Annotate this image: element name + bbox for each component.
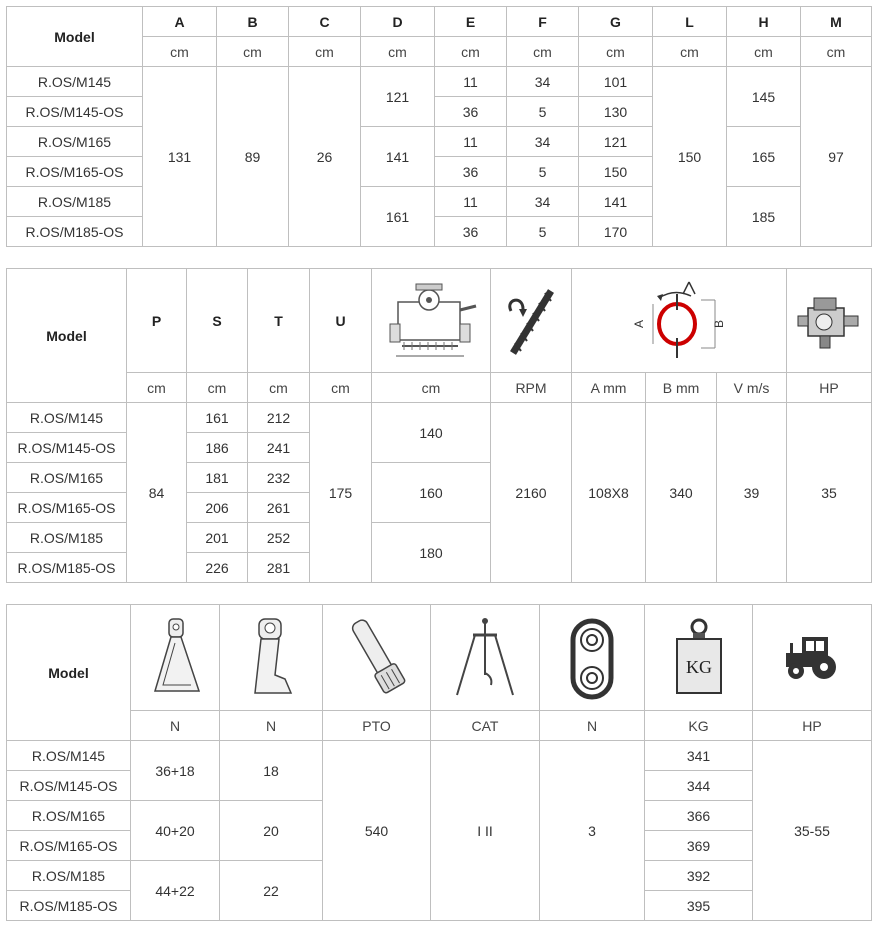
value-t: 261 <box>248 493 310 523</box>
value-t: 281 <box>248 553 310 583</box>
value-u: 175 <box>310 403 372 583</box>
col-header-f: F <box>507 7 579 37</box>
value-kg: 344 <box>645 771 753 801</box>
table-row <box>7 67 872 97</box>
value-h: 165 <box>727 127 801 187</box>
model-name: R.OS/M165-OS <box>7 831 131 861</box>
unit-cell: cm <box>143 37 217 67</box>
value-belts: 3 <box>540 741 645 921</box>
value-l: 150 <box>653 67 727 247</box>
value-d: 141 <box>361 127 435 187</box>
model-name: R.OS/M185 <box>7 187 143 217</box>
model-name: R.OS/M145-OS <box>7 771 131 801</box>
value-g: 121 <box>579 127 653 157</box>
col-header-a: A <box>143 7 217 37</box>
value-e: 11 <box>435 127 507 157</box>
pto-shaft-icon <box>323 605 431 711</box>
value-e: 11 <box>435 187 507 217</box>
value-h: 145 <box>727 67 801 127</box>
tractor-icon <box>753 605 872 711</box>
value-c: 26 <box>289 67 361 247</box>
unit-cell: cm <box>727 37 801 67</box>
value-g: 170 <box>579 217 653 247</box>
value-hammers: 18 <box>220 741 323 801</box>
value-g: 130 <box>579 97 653 127</box>
value-hammers: 22 <box>220 861 323 921</box>
value-s: 161 <box>187 403 248 433</box>
model-name: R.OS/M165 <box>7 463 127 493</box>
value-s: 206 <box>187 493 248 523</box>
unit-cell: KG <box>645 711 753 741</box>
value-v-ms: 39 <box>717 403 787 583</box>
model-name: R.OS/M145 <box>7 403 127 433</box>
model-header: Model <box>7 605 131 741</box>
weight-icon-label: KG <box>685 656 712 677</box>
col-header-d: D <box>361 7 435 37</box>
unit-cell: cm <box>361 37 435 67</box>
table-row <box>7 741 872 771</box>
unit-cell: cm <box>801 37 872 67</box>
model-name: R.OS/M145-OS <box>7 97 143 127</box>
value-width: 160 <box>372 463 491 523</box>
value-width: 140 <box>372 403 491 463</box>
value-hammers: 20 <box>220 801 323 861</box>
model-header: Model <box>7 269 127 403</box>
value-t: 241 <box>248 433 310 463</box>
col-header-u: U <box>310 269 372 373</box>
col-header-p: P <box>127 269 187 373</box>
unit-cell: PTO <box>323 711 431 741</box>
svg-text:B: B <box>712 319 726 328</box>
value-b-mm: 340 <box>646 403 717 583</box>
col-header-t: T <box>248 269 310 373</box>
value-width: 180 <box>372 523 491 583</box>
value-e: 11 <box>435 67 507 97</box>
value-y-blades: 44+22 <box>131 861 220 921</box>
model-name: R.OS/M145 <box>7 741 131 771</box>
value-pto: 540 <box>323 741 431 921</box>
value-d: 121 <box>361 67 435 127</box>
value-m: 97 <box>801 67 872 247</box>
unit-cell: N <box>131 711 220 741</box>
table-row <box>7 127 872 157</box>
unit-cell: cm <box>310 373 372 403</box>
unit-cell: N <box>220 711 323 741</box>
value-s: 181 <box>187 463 248 493</box>
value-s: 186 <box>187 433 248 463</box>
unit-cell: CAT <box>431 711 540 741</box>
value-a-mm: 108X8 <box>572 403 646 583</box>
value-s: 201 <box>187 523 248 553</box>
dimensions-table <box>6 6 872 247</box>
col-header-e: E <box>435 7 507 37</box>
unit-cell: cm <box>217 37 289 67</box>
hammer-blade-icon <box>220 605 323 711</box>
unit-cell: A mm <box>572 373 646 403</box>
value-d: 161 <box>361 187 435 247</box>
unit-cell: HP <box>787 373 872 403</box>
value-t: 252 <box>248 523 310 553</box>
unit-cell: cm <box>289 37 361 67</box>
value-t: 232 <box>248 463 310 493</box>
unit-cell: N <box>540 711 645 741</box>
model-name: R.OS/M165-OS <box>7 493 127 523</box>
value-f: 34 <box>507 187 579 217</box>
value-e: 36 <box>435 217 507 247</box>
value-kg: 392 <box>645 861 753 891</box>
col-header-l: L <box>653 7 727 37</box>
value-rpm: 2160 <box>491 403 572 583</box>
table-row <box>7 403 872 433</box>
unit-cell: HP <box>753 711 872 741</box>
unit-cell: cm <box>187 373 248 403</box>
unit-cell: cm <box>507 37 579 67</box>
value-a: 131 <box>143 67 217 247</box>
col-header-h: H <box>727 7 801 37</box>
value-hp: 35 <box>787 403 872 583</box>
model-name: R.OS/M185-OS <box>7 553 127 583</box>
col-header-c: C <box>289 7 361 37</box>
model-header: Model <box>7 7 143 67</box>
value-f: 5 <box>507 97 579 127</box>
value-b: 89 <box>217 67 289 247</box>
svg-text:A: A <box>632 319 646 328</box>
rotor-tube-section-icon <box>572 269 787 373</box>
model-name: R.OS/M145-OS <box>7 433 127 463</box>
value-kg: 395 <box>645 891 753 921</box>
model-name: R.OS/M185-OS <box>7 217 143 247</box>
col-header-b: B <box>217 7 289 37</box>
model-name: R.OS/M185 <box>7 861 131 891</box>
col-header-g: G <box>579 7 653 37</box>
value-f: 34 <box>507 67 579 97</box>
value-t: 212 <box>248 403 310 433</box>
unit-cell: cm <box>435 37 507 67</box>
value-hp: 35-55 <box>753 741 872 921</box>
value-e: 36 <box>435 97 507 127</box>
value-g: 141 <box>579 187 653 217</box>
rotor-specs-table <box>6 268 872 583</box>
unit-cell: V m/s <box>717 373 787 403</box>
unit-cell: RPM <box>491 373 572 403</box>
value-e: 36 <box>435 157 507 187</box>
model-name: R.OS/M145 <box>7 67 143 97</box>
equipment-table <box>6 604 872 921</box>
unit-cell: cm <box>127 373 187 403</box>
col-header-s: S <box>187 269 248 373</box>
value-f: 5 <box>507 217 579 247</box>
unit-cell: cm <box>248 373 310 403</box>
unit-cell: cm <box>579 37 653 67</box>
value-g: 150 <box>579 157 653 187</box>
unit-cell: cm <box>372 373 491 403</box>
mower-width-icon <box>372 269 491 373</box>
value-cat: I II <box>431 741 540 921</box>
rotor-rpm-icon <box>491 269 572 373</box>
y-blade-icon <box>131 605 220 711</box>
value-f: 5 <box>507 157 579 187</box>
value-kg: 369 <box>645 831 753 861</box>
weight-icon <box>645 605 753 711</box>
three-point-hitch-icon <box>431 605 540 711</box>
value-s: 226 <box>187 553 248 583</box>
value-h: 185 <box>727 187 801 247</box>
value-g: 101 <box>579 67 653 97</box>
value-f: 34 <box>507 127 579 157</box>
col-header-m: M <box>801 7 872 37</box>
value-p: 84 <box>127 403 187 583</box>
model-name: R.OS/M185 <box>7 523 127 553</box>
value-kg: 341 <box>645 741 753 771</box>
model-name: R.OS/M185-OS <box>7 891 131 921</box>
value-kg: 366 <box>645 801 753 831</box>
model-name: R.OS/M165 <box>7 801 131 831</box>
belt-pulley-icon <box>540 605 645 711</box>
unit-cell: cm <box>653 37 727 67</box>
model-name: R.OS/M165-OS <box>7 157 143 187</box>
model-name: R.OS/M165 <box>7 127 143 157</box>
table-row <box>7 187 872 217</box>
gearbox-icon <box>787 269 872 373</box>
unit-cell: B mm <box>646 373 717 403</box>
value-y-blades: 36+18 <box>131 741 220 801</box>
value-y-blades: 40+20 <box>131 801 220 861</box>
